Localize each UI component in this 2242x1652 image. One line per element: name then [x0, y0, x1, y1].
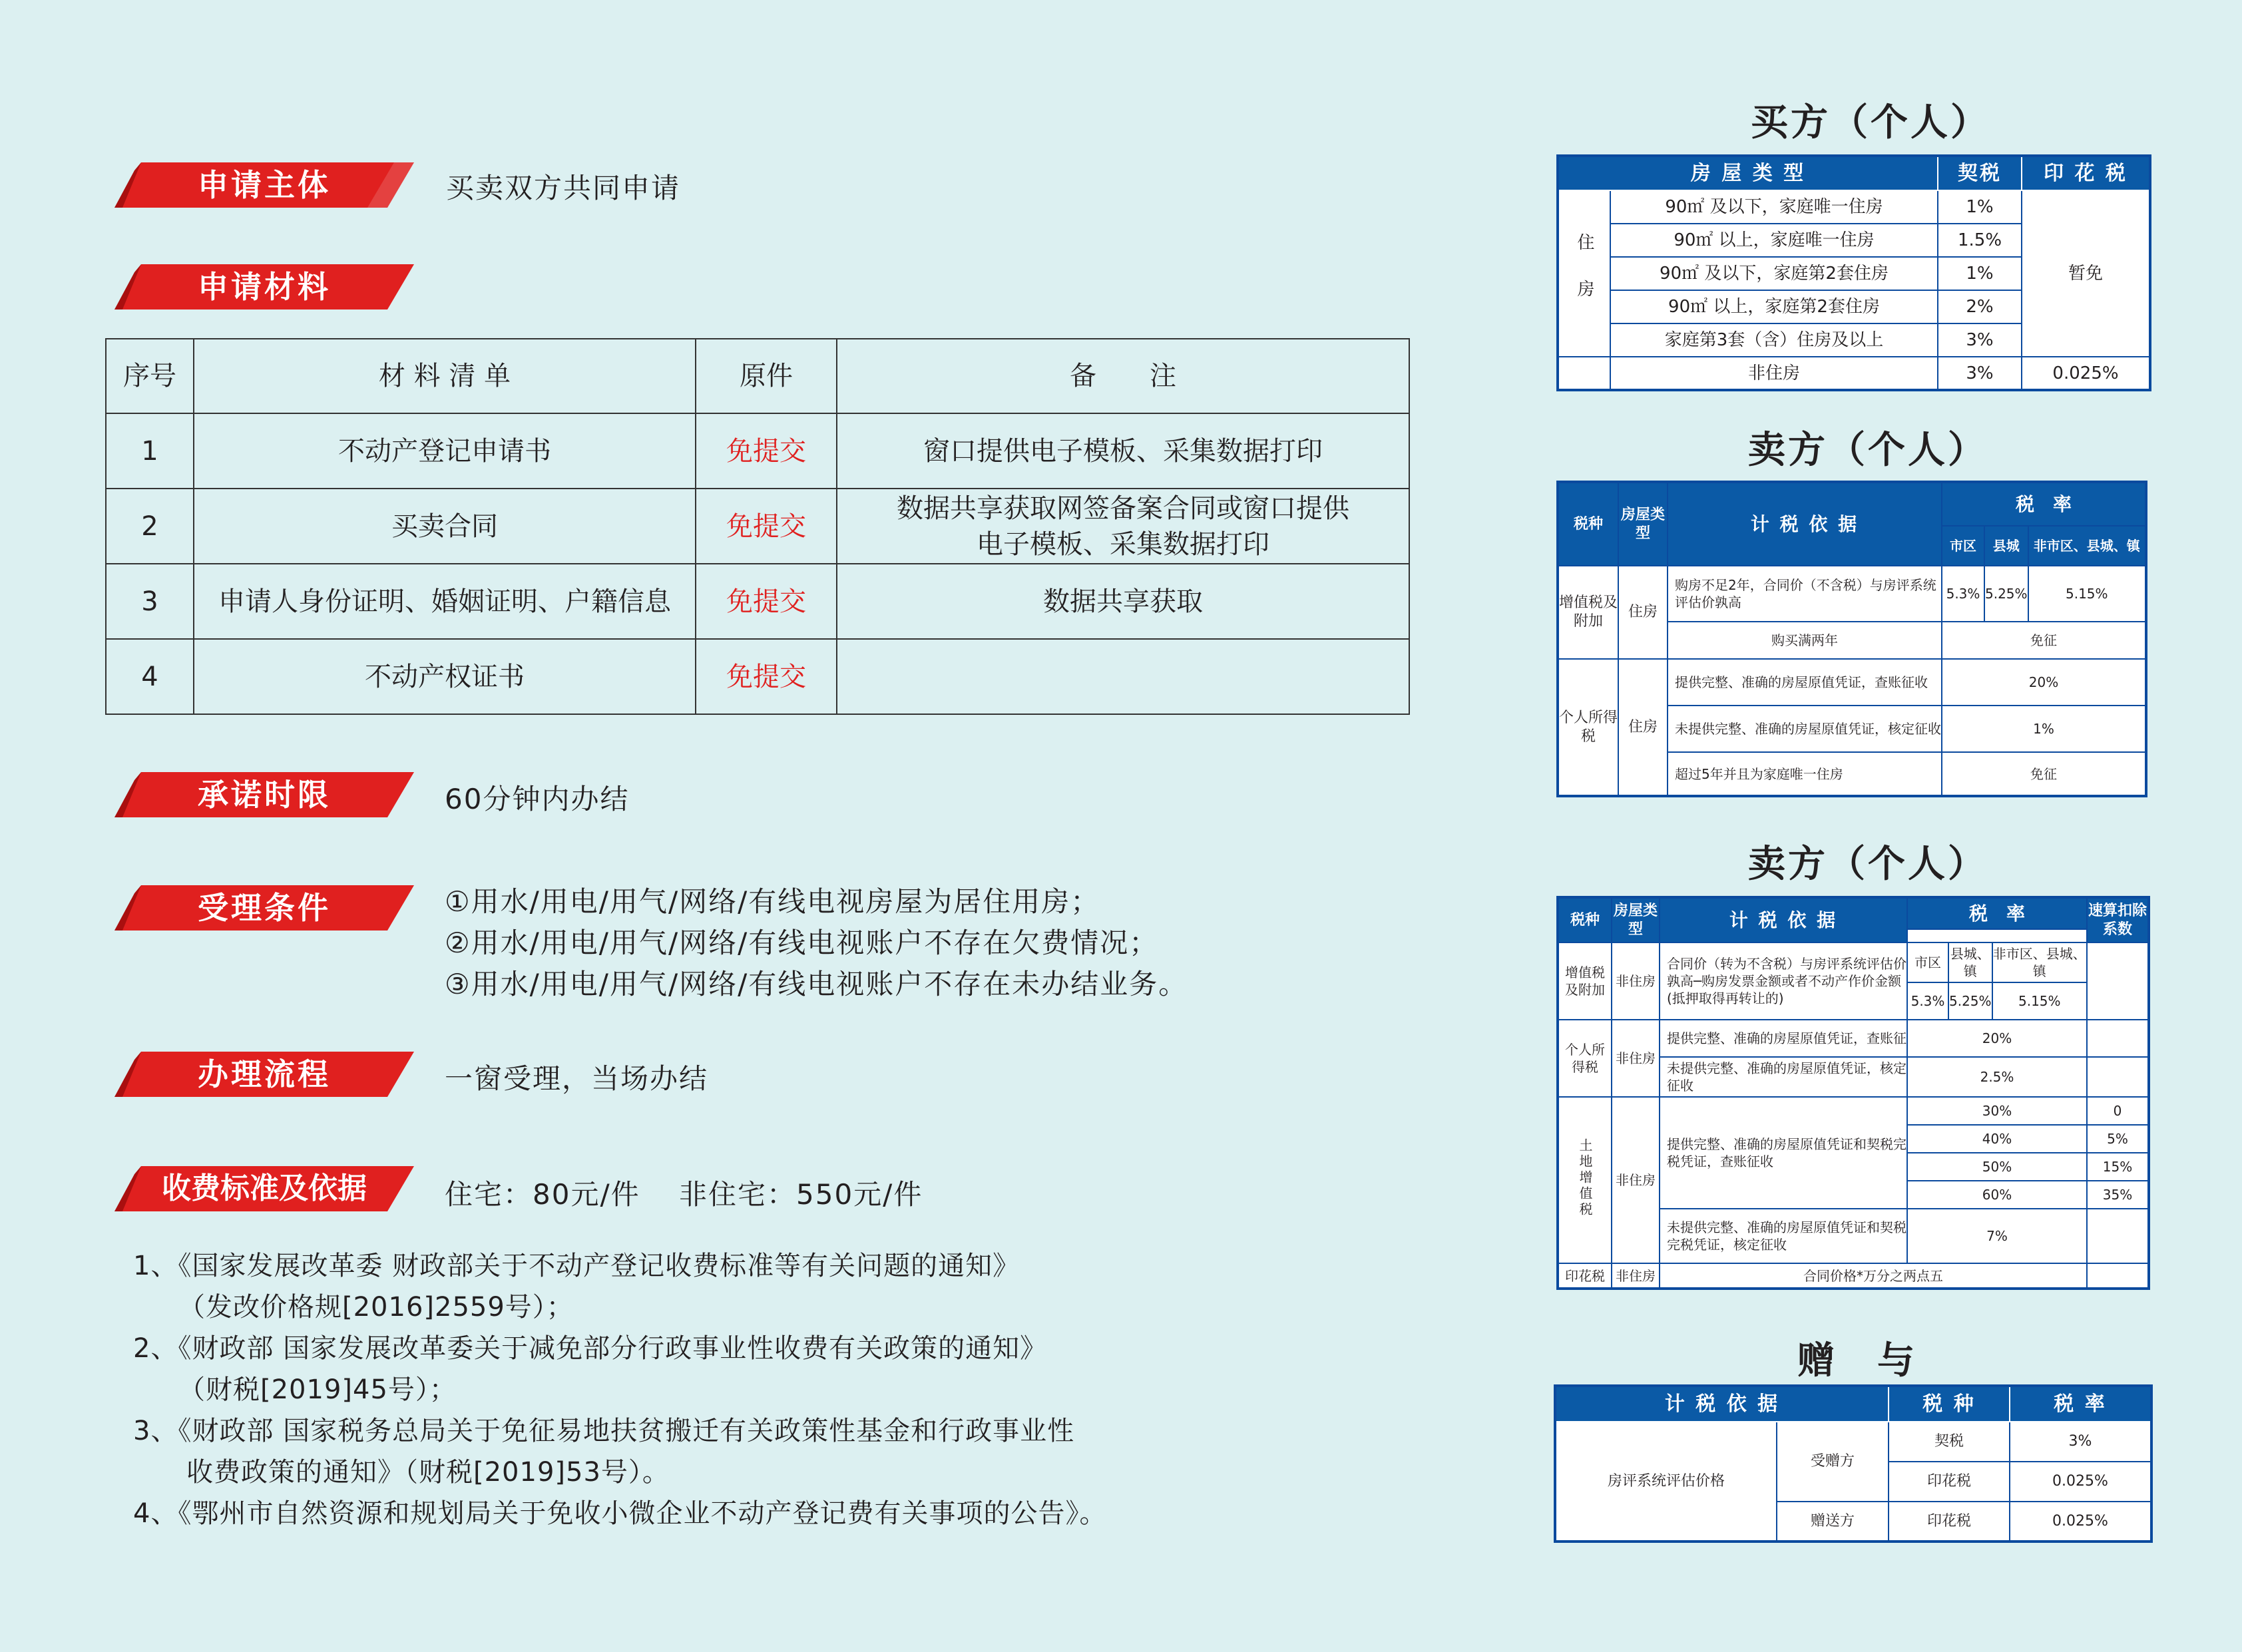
- empty-cell: [2087, 942, 2149, 1020]
- col-item: 材 料 清 单: [194, 339, 696, 413]
- vat-house: 住房: [1618, 566, 1668, 659]
- row-original: 免提交: [696, 639, 837, 714]
- lat-rate: 60%: [1907, 1181, 2087, 1209]
- vat-label: 增值税及附加: [1558, 566, 1618, 659]
- vat-label: 增值税及附加: [1558, 942, 1612, 1020]
- reference-3: 3、《财政部 国家税务总局关于免征易地扶贫搬迁有关政策性基金和行政事业性: [133, 1416, 1075, 1446]
- reference-4: 4、《鄂州市自然资源和规划局关于免收小微企业不动产登记费有关事项的公告》。: [133, 1498, 1107, 1529]
- col-rate: 税 率: [2010, 1386, 2151, 1422]
- col-tax: 税种: [1558, 897, 1612, 942]
- empty-cell: [2087, 1020, 2149, 1057]
- vat-other: 5.15%: [2028, 566, 2146, 622]
- table-row: [1558, 1263, 2149, 1289]
- pit-house: 非住房: [1612, 1020, 1660, 1097]
- banner-fees: [114, 1166, 414, 1211]
- materials-table: [105, 338, 1410, 715]
- col-house-type: 房 屋 类 型: [1558, 156, 1938, 190]
- vat-basis: 购房不足2年，合同价（不含税）与房评系统评估价孰高: [1668, 566, 1942, 622]
- banner-subject: [114, 162, 414, 208]
- lat-rate: 40%: [1907, 1125, 2087, 1153]
- process-text: 一窗受理，当场办结: [445, 1062, 709, 1095]
- lat-basis-1: 提供完整、准确的房屋原值凭证和契税完税凭证，查账征收: [1660, 1097, 1907, 1209]
- vat-urban: 5.3%: [1942, 566, 1984, 622]
- buyer-table: [1556, 154, 2151, 391]
- gift-receiver: 受赠方: [1777, 1422, 1889, 1502]
- banner-title: 承诺时限: [198, 777, 331, 813]
- lat-house: 非住房: [1612, 1097, 1660, 1263]
- table-row: [1558, 190, 2150, 224]
- stamp-label: 印花税: [1558, 1263, 1612, 1289]
- table-header-row: [1558, 482, 2146, 526]
- row-deed: 3%: [1938, 357, 2022, 390]
- stamp-text: 合同价格*万分之两点五: [1660, 1263, 2087, 1289]
- row-type: 90㎡ 以上，家庭第2套住房: [1610, 290, 1938, 323]
- gift-giver: 赠送方: [1777, 1502, 1889, 1542]
- row-note: [837, 639, 1409, 714]
- lat-deduct: 0: [2087, 1097, 2149, 1125]
- row-deed: 1.5%: [1938, 224, 2022, 257]
- reference-1: 1、《国家发展改革委 财政部关于不动产登记收费标准等有关问题的通知》: [133, 1251, 1020, 1281]
- row-type: 90㎡ 及以下，家庭第2套住房: [1610, 257, 1938, 290]
- lat-deduct: 15%: [2087, 1153, 2149, 1181]
- table-header-row: [1558, 897, 2149, 929]
- lat-rate: 50%: [1907, 1153, 2087, 1181]
- vat-house: 非住房: [1612, 942, 1660, 1020]
- col-house: 房屋类型: [1612, 897, 1660, 942]
- subject-text: 买卖双方共同申请: [446, 172, 681, 204]
- lat-rate: 30%: [1907, 1097, 2087, 1125]
- stamp-exempt: 暂免: [2022, 190, 2150, 357]
- row-note: 数据共享获取: [837, 564, 1409, 639]
- empty-cell: [2087, 1209, 2149, 1263]
- vat-county: 5.25%: [1984, 566, 2028, 622]
- row-stamp: 0.025%: [2022, 357, 2150, 390]
- seller2-table: [1556, 896, 2150, 1290]
- lat-deduct: 35%: [2087, 1181, 2149, 1209]
- group-label-text: 住 房: [1574, 233, 1594, 310]
- table-row: [106, 639, 1409, 714]
- table-row: [106, 489, 1409, 564]
- row-no: 1: [106, 413, 194, 489]
- table-header-row: [106, 339, 1409, 413]
- banner-process: [114, 1052, 414, 1097]
- lat-deduct: 5%: [2087, 1125, 2149, 1153]
- row-deed: 2%: [1938, 290, 2022, 323]
- table-row: [1558, 566, 2146, 622]
- vat-rate-2: 免征: [1942, 622, 2146, 659]
- row-item: 申请人身份证明、婚姻证明、户籍信息: [194, 564, 696, 639]
- col-original: 原件: [696, 339, 837, 413]
- row-note: 窗口提供电子模板、采集数据打印: [837, 413, 1409, 489]
- buyer-title: 买方（个人）: [1751, 101, 1990, 144]
- pit-basis-3: 超过5年并且为家庭唯一住房: [1668, 752, 1942, 796]
- table-header-row: [1555, 1386, 2151, 1422]
- row-type: 家庭第3套（含）住房及以上: [1610, 323, 1938, 357]
- vat-other: 5.15%: [1992, 982, 2087, 1020]
- reference-2-cont: （财税[2019]45号）；: [178, 1374, 457, 1405]
- lat-rate-2: 7%: [1907, 1209, 2087, 1263]
- gift-title: 赠 与: [1797, 1339, 1917, 1382]
- row-item: 买卖合同: [194, 489, 696, 564]
- col-urban: 市区: [1942, 526, 1984, 566]
- col-stamp: 印 花 税: [2022, 156, 2150, 190]
- row-no: 4: [106, 639, 194, 714]
- table-row: [1558, 1097, 2149, 1125]
- vat-basis-2: 购买满两年: [1668, 622, 1942, 659]
- col-note: 备 注: [837, 339, 1409, 413]
- col-rate: 税 率: [1907, 897, 2087, 929]
- col-tax: 税 种: [1889, 1386, 2010, 1422]
- table-row: [1558, 942, 2149, 982]
- condition-line-1: ①用水/用电/用气/网络/有线电视房屋为居住用房；: [445, 885, 1100, 918]
- seller1-title: 卖方（个人）: [1748, 428, 1988, 472]
- gift-basis: 房评系统评估价格: [1555, 1422, 1777, 1542]
- pit-label: 个人所得税: [1558, 1020, 1612, 1097]
- row-deed: 1%: [1938, 190, 2022, 224]
- row-deed: 1%: [1938, 257, 2022, 290]
- col-no: 序号: [106, 339, 194, 413]
- table-header-row: [1558, 156, 2150, 190]
- condition-line-2: ②用水/用电/用气/网络/有线电视账户不存在欠费情况；: [445, 927, 1159, 959]
- banner-time-limit: [114, 772, 414, 817]
- row-original: 免提交: [696, 564, 837, 639]
- row-no: 2: [106, 489, 194, 564]
- pit-basis-1: 提供完整、准确的房屋原值凭证，查账征: [1660, 1020, 1907, 1057]
- col-urban: 市区: [1907, 942, 1948, 982]
- gift-tax: 印花税: [1889, 1462, 2010, 1502]
- pit-rate-1: 20%: [1907, 1020, 2087, 1057]
- reference-2: 2、《财政部 国家发展改革委关于减免部分行政事业性收费有关政策的通知》: [133, 1333, 1048, 1364]
- table-row: [1558, 659, 2146, 706]
- gift-table: [1554, 1384, 2153, 1543]
- table-row: [106, 564, 1409, 639]
- empty-cell: [2087, 1057, 2149, 1097]
- pit-basis-2: 未提供完整、准确的房屋原值凭证，核定征收: [1660, 1057, 1907, 1097]
- table-row: [1555, 1422, 2151, 1462]
- pit-basis-1: 提供完整、准确的房屋原值凭证，查账征收: [1668, 659, 1942, 706]
- col-house: 房屋类型: [1618, 482, 1668, 566]
- gift-tax: 印花税: [1889, 1502, 2010, 1542]
- col-deduct: 速算扣除系数: [2087, 897, 2149, 942]
- pit-rate-1: 20%: [1942, 659, 2146, 706]
- vat-urban: 5.3%: [1907, 982, 1948, 1020]
- col-county: 县城: [1984, 526, 2028, 566]
- col-tax: 税种: [1558, 482, 1618, 566]
- banner-conditions: [114, 885, 414, 930]
- vat-county: 5.25%: [1948, 982, 1992, 1020]
- col-basis: 计 税 依 据: [1660, 897, 1907, 942]
- table-row: [106, 413, 1409, 489]
- row-item: 不动产权证书: [194, 639, 696, 714]
- row-note: [837, 489, 1409, 564]
- fee-residential: 住宅：80元/件: [445, 1178, 640, 1211]
- pit-basis-2: 未提供完整、准确的房屋原值凭证，核定征收: [1668, 706, 1942, 752]
- col-deed: 契税: [1938, 156, 2022, 190]
- condition-line-3: ③用水/用电/用气/网络/有线电视账户不存在未办结业务。: [445, 968, 1188, 1000]
- lat-basis-2: 未提供完整、准确的房屋原值凭证和契税完税凭证，核定征收: [1660, 1209, 1907, 1263]
- row-item: 不动产登记申请书: [194, 413, 696, 489]
- empty-cell: [1558, 357, 1610, 390]
- note-line-1: 数据共享获取网签备案合同或窗口提供: [897, 493, 1349, 524]
- pit-rate-2: 1%: [1942, 706, 2146, 752]
- lat-label: [1558, 1097, 1612, 1263]
- reference-1-cont: （发改价格规[2016]2559号）；: [178, 1292, 574, 1323]
- note-line-2: 电子模板、采集数据打印: [977, 528, 1269, 560]
- col-rate: 税 率: [1942, 482, 2146, 526]
- col-basis: 计 税 依 据: [1555, 1386, 1889, 1422]
- fee-non-residential: 非住宅：550元/件: [679, 1178, 923, 1211]
- pit-label: 个人所得税: [1558, 659, 1618, 796]
- gift-rate: 0.025%: [2010, 1462, 2151, 1502]
- seller1-table: [1556, 481, 2147, 797]
- row-deed: 3%: [1938, 323, 2022, 357]
- table-row: [1558, 357, 2150, 390]
- gift-rate: 3%: [2010, 1422, 2151, 1462]
- banner-title: 申请材料: [198, 269, 331, 305]
- seller2-title: 卖方（个人）: [1748, 842, 1988, 886]
- empty-cell: [2087, 1263, 2149, 1289]
- row-type: 90㎡ 及以下，家庭唯一住房: [1610, 190, 1938, 224]
- banner-title: 申请主体: [198, 167, 331, 203]
- stamp-house: 非住房: [1612, 1263, 1660, 1289]
- reference-3-cont: 收费政策的通知》（财税[2019]53号）。: [186, 1457, 670, 1488]
- pit-house: 住房: [1618, 659, 1668, 796]
- banner-title: 收费标准及依据: [162, 1171, 367, 1205]
- vat-basis: 合同价（转为不含税）与房评系统评估价孰高─购房发票金额或者不动产作价金额(抵押取得再转让的): [1660, 942, 1907, 1020]
- lat-label-text: 土地增值税: [1577, 1138, 1593, 1218]
- col-basis: 计 税 依 据: [1668, 482, 1942, 566]
- pit-rate-3: 免征: [1942, 752, 2146, 796]
- row-type: 90㎡ 以上，家庭唯一住房: [1610, 224, 1938, 257]
- gift-rate: 0.025%: [2010, 1502, 2151, 1542]
- row-type: 非住房: [1610, 357, 1938, 390]
- gift-tax: 契税: [1889, 1422, 2010, 1462]
- col-other: 非市区、县城、镇: [2028, 526, 2146, 566]
- row-original: 免提交: [696, 489, 837, 564]
- table-row: [1558, 1020, 2149, 1057]
- row-no: 3: [106, 564, 194, 639]
- banner-title: 办理流程: [198, 1056, 331, 1092]
- pit-rate-2: 2.5%: [1907, 1057, 2087, 1097]
- row-original: 免提交: [696, 413, 837, 489]
- group-label: [1558, 190, 1610, 357]
- time-limit-text: 60分钟内办结: [445, 783, 630, 815]
- banner-materials: [114, 264, 414, 310]
- banner-title: 受理条件: [198, 890, 331, 926]
- col-other: 非市区、县城、镇: [1992, 942, 2087, 982]
- col-county: 县城、镇: [1948, 942, 1992, 982]
